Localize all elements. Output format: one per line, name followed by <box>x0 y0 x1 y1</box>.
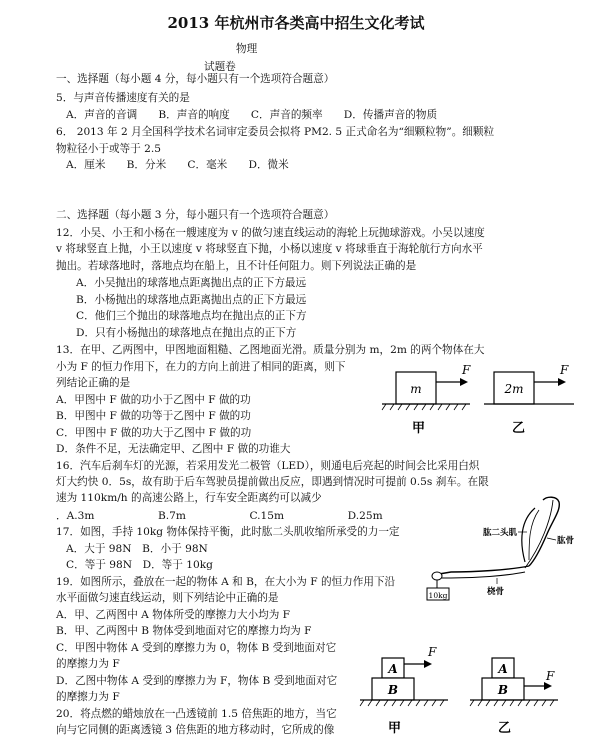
paper-label: 试题卷 <box>204 61 236 73</box>
radius-label: 桡骨 <box>487 587 505 597</box>
leader-line <box>547 538 556 540</box>
question-12: 12．小吴、小王和小杨在一艘速度为 v 的做匀速直线运动的海轮上玩抛球游戏。小吴以速度 <box>56 227 485 239</box>
question-6-cont: 物粒径小于或等于 2.5 <box>56 143 161 155</box>
ground-hatch <box>382 404 466 410</box>
question-13-option: A．甲图中 F 做的功小于乙图中 F 做的功 <box>56 394 251 406</box>
question-19: 19．如图所示，叠放在一起的物体 A 和 B，在大小为 F 的恒力作用下沿 <box>56 576 396 588</box>
force-label: F <box>560 363 569 377</box>
question-13-option: B．甲图中 F 做的功等于乙图中 F 做的功 <box>56 410 251 422</box>
block-b-label: B <box>497 683 509 697</box>
block-2m-label: 2m <box>504 382 524 396</box>
block-b-label: B <box>387 683 399 697</box>
figure-q13 <box>380 360 580 445</box>
question-16-cont: 灯大约快 0．5s，故有助于后车驾驶员提前做出反应，即遇到情况时可提前 0.5s 刹车。在限 <box>56 476 489 488</box>
question-6-options: A．厘米 B．分米 C．毫米 D．微米 <box>66 159 289 171</box>
question-5-options: A．声音的音调 B．声音的响度 C．声音的频率 D．传播声音的物质 <box>66 109 438 121</box>
question-12-cont: v 将球竖直上抛，小王以速度 v 将球竖直下抛，小杨以速度 v 将球垂直于海轮航行方向水平 <box>56 243 483 255</box>
question-12-option: C．他们三个抛出的球落地点均在抛出点的正下方 <box>76 310 307 322</box>
label-yi: 乙 <box>498 721 512 736</box>
question-16-options: ．A.3m B.7m C.15m D.25m <box>56 510 383 522</box>
arrow-head <box>558 378 566 386</box>
question-19-option-cont: 的摩擦力为 F <box>56 658 120 670</box>
question-19-cont: 水平面做匀速直线运动，则下列结论中正确的是 <box>56 592 279 604</box>
biceps-muscle <box>522 508 535 562</box>
figure-q17 <box>425 490 585 605</box>
arrow-head <box>424 660 432 668</box>
block-m-label: m <box>410 382 422 396</box>
question-13-option: C．甲图中 F 做的功大于乙图中 F 做的功 <box>56 427 252 439</box>
arrow-head <box>544 682 552 690</box>
arrow-head <box>460 378 468 386</box>
humerus-label: 肱骨 <box>557 536 575 546</box>
label-jia: 甲 <box>412 421 426 436</box>
question-13: 13．在甲、乙两图中，甲图地面粗糙、乙图地面光滑。质量分别为 m，2m 的两个物体在大 <box>56 344 485 356</box>
question-20-cont: 向与它同侧的距离透镜 3 倍焦距的地方移动时，它所成的像 <box>56 724 335 736</box>
question-19-option: B．甲、乙两图中 B 物体受到地面对它的摩擦力均为 F <box>56 625 312 637</box>
force-label: F <box>546 669 555 683</box>
question-20: 20．将点燃的蜡烛放在一凸透镜前 1.5 倍焦距的地方，当它 <box>56 708 337 720</box>
question-12-option: B．小杨抛出的球落地点距离抛出点的正下方最远 <box>76 294 307 306</box>
radius-bone <box>439 572 525 578</box>
force-label: F <box>428 645 437 659</box>
question-6: 6． 2013 年 2 月全国科学技术名词审定委员会拟将 PM2. 5 正式命名为“细颗粒物”。细颗粒 <box>56 126 495 138</box>
question-19-option-cont: 的摩擦力为 F <box>56 691 120 703</box>
page-title: 2013 年杭州市各类高中招生文化考试 <box>167 14 425 32</box>
weight-label: 10kg <box>428 591 448 600</box>
force-label: F <box>462 363 471 377</box>
section-two-heading: 二、选择题（每小题 3 分，每小题只有一个选项符合题意） <box>56 209 335 221</box>
question-17-options: C．等于 98N D．等于 10kg <box>66 559 213 571</box>
biceps-label: 肱二头肌 <box>483 528 518 538</box>
question-16-cont: 速为 110km/h 的高速公路上，行车安全距离约可以减少 <box>56 492 322 504</box>
label-yi: 乙 <box>512 421 526 436</box>
hand <box>432 572 442 580</box>
question-12-option: D．只有小杨抛出的球落地点在抛出点的正下方 <box>76 327 297 339</box>
ground-hatch <box>360 700 444 706</box>
question-12-option: A．小吴抛出的球落地点距离抛出点的正下方最远 <box>76 277 307 289</box>
ground-hatch <box>470 700 554 706</box>
block-a-label: A <box>498 662 508 676</box>
question-13-cont: 小为 F 的恒力作用下，在力的方向上前进了相同的距离，则下 <box>56 361 346 373</box>
question-16: 16．汽车后刹车灯的光源，若采用发光二极管（LED），则通电后亮起的时间会比采用白炽 <box>56 460 480 472</box>
question-17: 17．如图，手持 10kg 物体保持平衡，此时肱二头肌收缩所承受的力一定 <box>56 526 400 538</box>
question-19-option: D．乙图中物体 A 受到的摩擦力为 F，物体 B 受到地面对它 <box>56 675 338 687</box>
figure-q19 <box>356 640 582 744</box>
subject-label: 物理 <box>236 43 258 55</box>
question-5: 5．与声音传播速度有关的是 <box>56 92 190 104</box>
question-19-option: C．甲图中物体 A 受到的摩擦力为 0，物体 B 受到地面对它 <box>56 642 337 654</box>
question-19-option: A．甲、乙两图中 A 物体所受的摩擦力大小均为 F <box>56 609 291 621</box>
block-a-label: A <box>388 662 398 676</box>
label-jia: 甲 <box>388 721 402 736</box>
question-17-options: A．大于 98N B．小于 98N <box>66 543 208 555</box>
question-13-option: D．条件不足，无法确定甲、乙图中 F 做的功谁大 <box>56 443 291 455</box>
question-12-cont: 抛出。若球落地时，落地点均在船上，且不计任何阻力。则下列说法正确的是 <box>56 260 417 272</box>
forearm-bone <box>439 566 529 574</box>
section-one-heading: 一、选择题（每小题 4 分，每小题只有一个选项符合题意） <box>56 73 335 85</box>
question-13-cont: 列结论正确的是 <box>56 377 131 389</box>
